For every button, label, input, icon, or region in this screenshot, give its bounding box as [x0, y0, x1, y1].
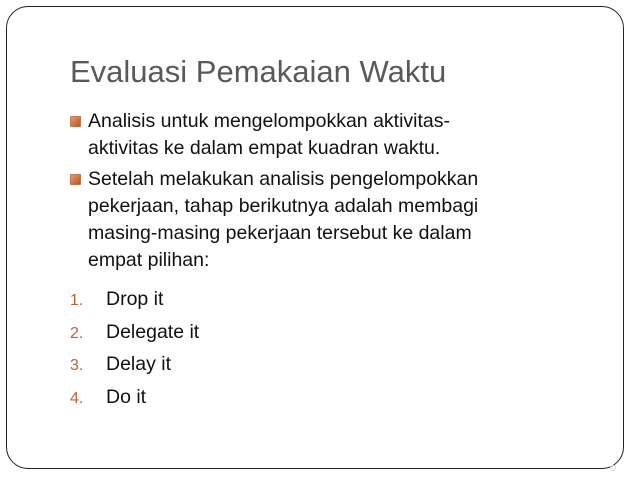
- square-bullet-icon: [70, 116, 81, 127]
- numbered-item-text: Delegate it: [106, 320, 200, 343]
- numbered-item-text: Drop it: [106, 288, 164, 310]
- bullet-text-line: Analisis untuk mengelompokkan aktivitas-: [88, 110, 451, 132]
- bullet-item: [70, 166, 570, 274]
- corner-dot: [610, 465, 616, 471]
- bullet-list: [70, 108, 570, 278]
- bullet-text-line: pekerjaan, tahap berikutnya adalah membagi: [88, 195, 479, 217]
- slide-title: Evaluasi Pemakaian Waktu: [70, 54, 447, 89]
- bullet-item: [70, 108, 570, 162]
- bullet-text-line: empat pilihan:: [88, 249, 210, 271]
- bullet-text-line: masing-masing pekerjaan tersebut ke dalam: [88, 222, 472, 244]
- number-marker: 1.: [70, 292, 84, 309]
- square-bullet-icon: [70, 174, 81, 185]
- numbered-item-text: Delay it: [106, 353, 172, 375]
- number-marker: 2.: [70, 324, 84, 342]
- bullet-text-line: aktivitas ke dalam empat kuadran waktu.: [88, 137, 441, 159]
- bullet-text-line: Setelah melakukan analisis pengelompokkan: [88, 168, 479, 190]
- number-marker: 4.: [70, 389, 84, 407]
- number-marker: 3.: [70, 357, 84, 374]
- numbered-item-text: Do it: [106, 385, 147, 408]
